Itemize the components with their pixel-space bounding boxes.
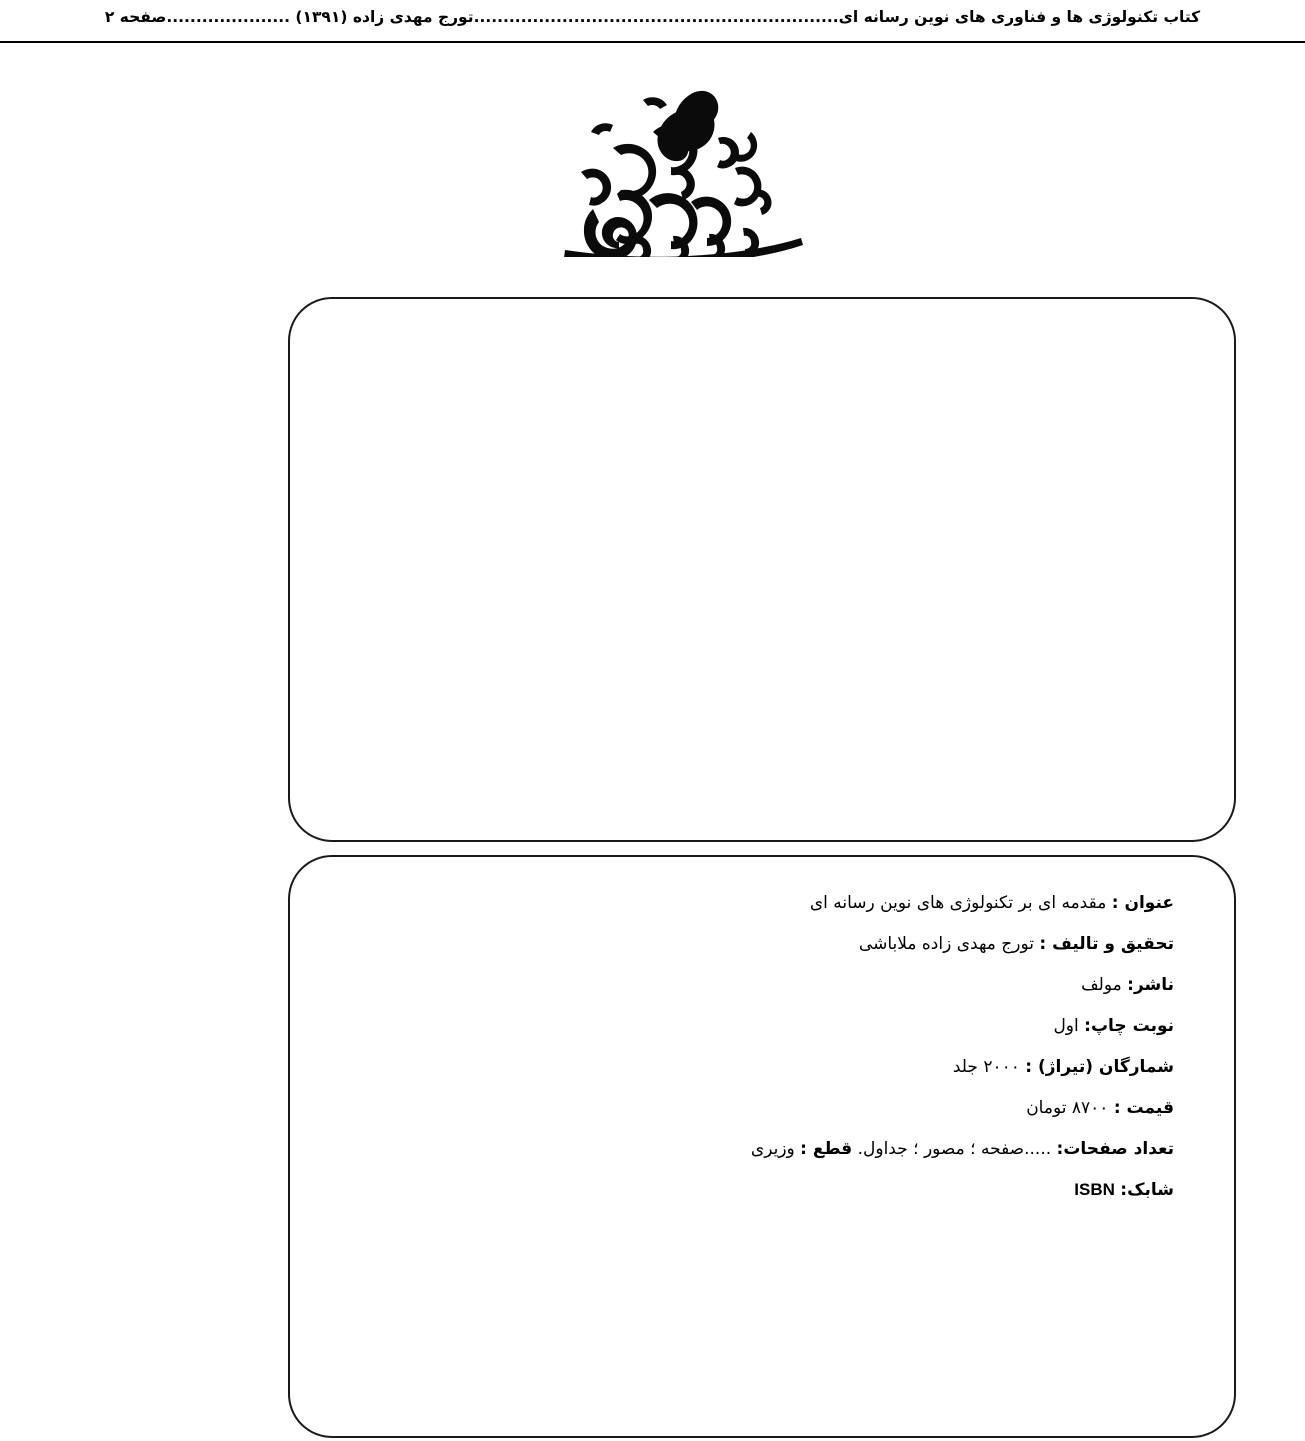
imprint-list: [350, 892, 1174, 1220]
header-divider: [0, 41, 1305, 43]
imprint-row: [350, 1056, 1174, 1079]
imprint-label-isbn: شابک:: [1120, 1179, 1174, 1200]
imprint-row: [350, 974, 1174, 997]
imprint-row-pages: [350, 1138, 1174, 1161]
header-running-title: کتاب تکنولوژی ها و فناوری های نوین رسانه ای..............................................................تورج مهدی زاده (۱۳۹۱) .....................صفحه ۲: [104, 8, 1201, 26]
imprint-value-isbn: ISBN: [1074, 1179, 1115, 1199]
imprint-row-isbn: [350, 1179, 1174, 1202]
imprint-row: [350, 892, 1174, 915]
imprint-label-title: عنوان :: [1111, 893, 1174, 913]
imprint-value-page-count: .....صفحه ؛ مصور ؛ جداول.: [857, 1138, 1052, 1159]
imprint-label-price: قیمت :: [1113, 1097, 1174, 1118]
imprint-panel: [288, 855, 1236, 1438]
page-header: [0, 0, 1305, 42]
imprint-value-price: ۸۷۰۰ تومان: [1026, 1097, 1109, 1118]
imprint-value-author: تورج مهدی زاده ملاباشی: [858, 933, 1034, 954]
imprint-label-author: تحقیق و تالیف :: [1039, 933, 1174, 954]
imprint-row: [350, 933, 1174, 956]
imprint-row: [350, 1097, 1174, 1120]
bismillah-icon: [503, 72, 803, 257]
bismillah-calligraphy: [0, 72, 1305, 261]
cover-image-placeholder: [288, 297, 1236, 842]
imprint-label-format: قطع :: [800, 1138, 853, 1159]
imprint-value-format: وزیری: [750, 1138, 795, 1159]
imprint-value-publisher: مولف: [1081, 974, 1122, 995]
imprint-value-title: مقدمه ای بر تکنولوژی های نوین رسانه ای: [809, 893, 1107, 913]
imprint-value-edition: اول: [1053, 1015, 1079, 1036]
imprint-label-print-run: شمارگان (تیراژ) :: [1025, 1056, 1174, 1077]
imprint-label-publisher: ناشر:: [1127, 974, 1174, 995]
imprint-row: [350, 1015, 1174, 1038]
imprint-value-print-run: ۲۰۰۰ جلد: [952, 1056, 1020, 1077]
imprint-label-edition: نوبت چاپ:: [1084, 1015, 1174, 1036]
imprint-label-page-count: تعداد صفحات:: [1056, 1138, 1174, 1159]
